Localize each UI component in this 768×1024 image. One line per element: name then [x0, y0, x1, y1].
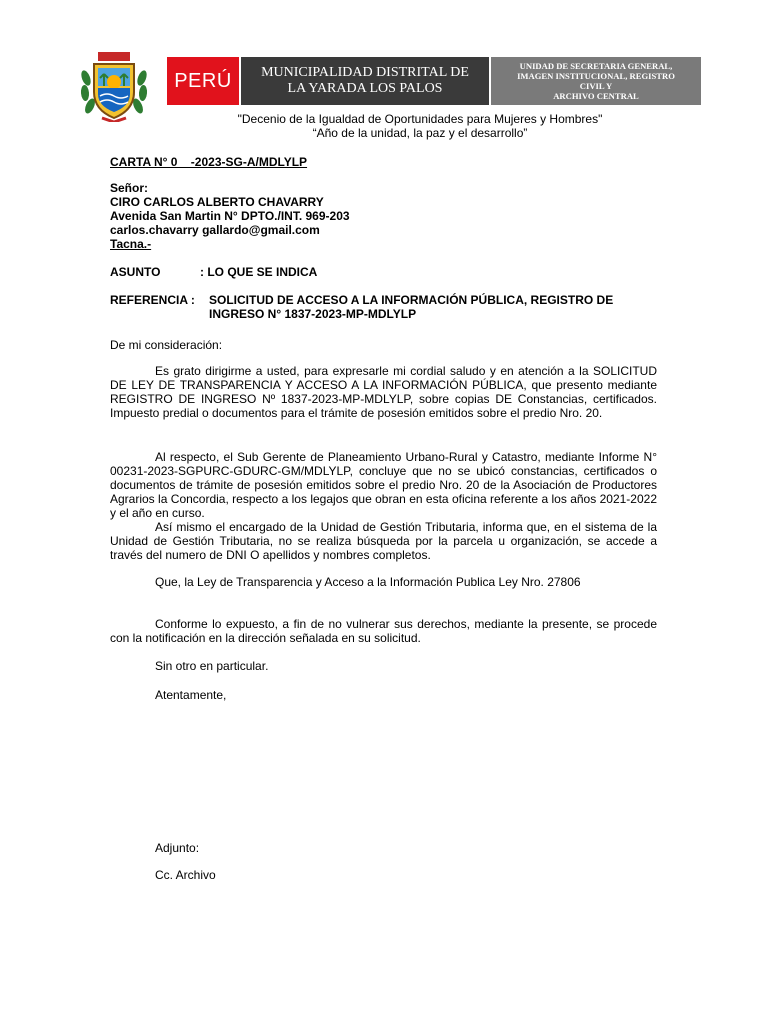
subject-label: ASUNTO — [110, 265, 161, 279]
recipient-name: CIRO CARLOS ALBERTO CHAVARRY — [110, 195, 324, 209]
reference-label: REFERENCIA : — [110, 293, 195, 307]
motto-line-1: "Decenio de la Igualdad de Oportunidades para Mujeres y Hombres" — [237, 112, 603, 126]
recipient-city: Tacna.- — [110, 237, 152, 251]
municipality-line-1: MUNICIPALIDAD DISTRITAL DE — [261, 65, 469, 80]
unit-line-3: CIVIL Y — [579, 81, 613, 91]
paragraph-2: Al respecto, el Sub Gerente de Planeamiento Urbano-Rural y Catastro, mediante Informe N° 00231-2023-SGPURC-GDURC-GM/MDLYLP, concluye que no se ubicó constancias, certificados o documentos de trámite de posesión emitidos sobre el predio Nro. 20 de la Asociación de Productores Agrarios la Concordia, respecto a los legajos que obran en esta oficina referente a los años 2021-2022 y el año en curso. — [110, 450, 657, 520]
paragraph-5: Conforme lo expuesto, a fin de no vulnerar sus derechos, mediante la presente, se procede con la notificación en la dirección señalada en su solicitud. — [110, 617, 657, 645]
unit-line-4: ARCHIVO CENTRAL — [553, 91, 639, 101]
letter-number: CARTA N° 0 -2023-SG-A/MDLYLP — [110, 155, 308, 169]
closing-line-1: Sin otro en particular. — [155, 659, 269, 673]
closing-line-2: Atentamente, — [155, 688, 227, 702]
subject-value: : LO QUE SE INDICA — [200, 265, 318, 279]
attachment-label: Adjunto: — [155, 841, 200, 855]
municipality-title-box — [241, 57, 489, 105]
country-label: PERÚ — [174, 69, 232, 92]
paragraph-3: Así mismo el encargado de la Unidad de Gestión Tributaria, informa que, en el sistema de la Unidad de Gestión Tributaria, no se realiza búsqueda por la parcela u organización, se accede a través del numero de DNI O apellidos y nombres completos. — [110, 520, 657, 562]
motto-line-2: “Año de la unidad, la paz y el desarrollo” — [312, 126, 528, 140]
cc-label: Cc. Archivo — [155, 868, 216, 882]
country-badge — [167, 57, 239, 105]
recipient-email: carlos.chavarry gallardo@gmail.com — [110, 223, 320, 237]
municipality-line-2: LA YARADA LOS PALOS — [287, 81, 443, 96]
salutation: Señor: — [110, 181, 149, 195]
reference-line-1: SOLICITUD DE ACCESO A LA INFORMACIÓN PÚBLICA, REGISTRO DE — [209, 293, 614, 307]
paragraph-1: Es grato dirigirme a usted, para expresarle mi cordial saludo y en atención a la SOLICITUD DE LEY DE TRANSPARENCIA Y ACCESO A LA INFORMACIÓN PÚBLICA, que presento mediante REGISTRO DE INGRESO Nº 1837-2023-MP-MDLYLP, sobre copias DE Constancias, certificados. Impuesto predial o documentos para el trámite de posesión emitidos sobre el predio Nro. 20. — [110, 364, 657, 420]
greeting: De mi consideración: — [110, 338, 223, 352]
unit-line-1: UNIDAD DE SECRETARIA GENERAL, — [519, 61, 673, 71]
municipal-coat-of-arms-icon — [80, 48, 148, 122]
reference-line-2: INGRESO N° 1837-2023-MP-MDLYLP — [209, 307, 417, 321]
unit-line-2: IMAGEN INSTITUCIONAL, REGISTRO — [517, 71, 675, 81]
recipient-address: Avenida San Martin N° DPTO./INT. 969-203 — [110, 209, 350, 223]
paragraph-4: Que, la Ley de Transparencia y Acceso a la Información Publica Ley Nro. 27806 — [155, 575, 581, 589]
unit-title-box — [491, 57, 701, 105]
